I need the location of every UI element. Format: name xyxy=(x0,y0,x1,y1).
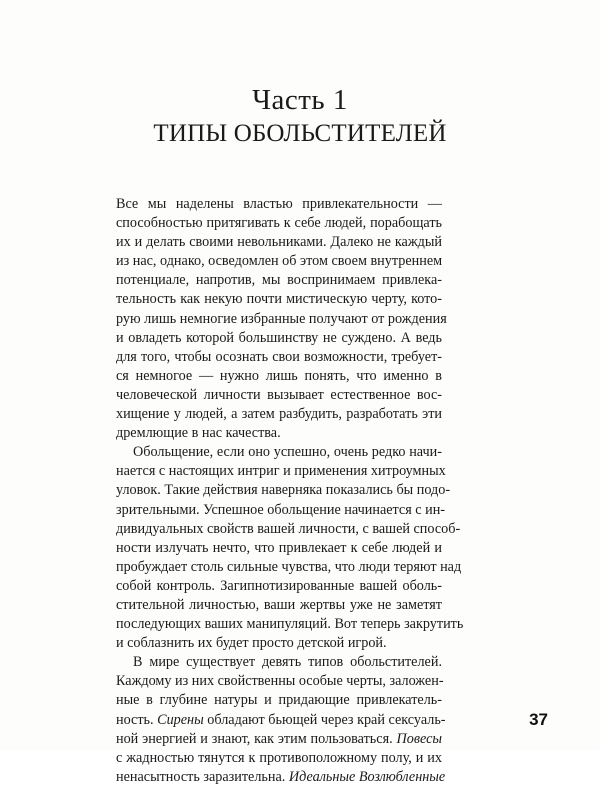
emphasis-ideal-lovers: Идеальные Возлюбленные xyxy=(288,768,446,785)
text-line: с жадностью тянутся к противоположному полу, и их xyxy=(116,749,442,766)
text-line: Обольщение, если оно успешно, очень редко начи- xyxy=(133,444,442,461)
text-line: потенциале, напротив, мы воспринимаем привлека- xyxy=(116,272,442,289)
text-line: тельность как некую почти мистическую черту, кото- xyxy=(116,291,442,308)
emphasis-sirens: Сирены xyxy=(157,711,204,728)
text-line: нается с настоящих интриг и применения хитроумных xyxy=(116,463,446,480)
text-fragment: ность. xyxy=(116,711,158,728)
text-line: способностью притягивать к себе людей, порабощать xyxy=(116,215,442,232)
text-line: стительной личностью, ваши жертвы уже не заметят xyxy=(116,596,442,613)
text-line: рую лишь немногие избранные получают от рождения xyxy=(116,310,447,327)
text-fragment: обладают бьющей через край сексуаль- xyxy=(207,711,446,728)
text-line: Каждому из них свойственны особые черты, заложен- xyxy=(116,673,444,690)
text-line: ся немногое — нужно лишь понять, что именно в xyxy=(116,367,442,384)
text-line xyxy=(116,768,446,787)
text-line: для того, чтобы осознать свои возможности, требует- xyxy=(116,348,442,365)
emphasis-rakes: Повесы xyxy=(396,730,442,747)
part-title: ТИПЫ ОБОЛЬСТИТЕЛЕЙ xyxy=(153,120,447,147)
text-line: человеческой личности вызывает естественное вос- xyxy=(116,386,442,403)
page-number: 37 xyxy=(529,710,548,729)
text-line: пробуждает столь сильные чувства, что люди теряют над xyxy=(116,558,462,575)
text-line: собой контроль. Загипнотизированные вашей оболь- xyxy=(116,577,442,594)
text-line: В мире существует девять типов обольстителей. xyxy=(133,654,442,671)
text-line: дивидуальных свойств вашей личности, с вашей способ- xyxy=(116,520,461,537)
text-line: дремлющие в нас качества. xyxy=(116,425,281,442)
text-line xyxy=(116,730,442,749)
text-line: ные в глубине натуры и придающие привлекатель- xyxy=(116,692,442,709)
text-line: из нас, однако, осведомлен об этом своем внутреннем xyxy=(116,253,443,270)
part-label: Часть 1 xyxy=(252,84,348,116)
text-line: последующих ваших манипуляций. Вот теперь закрутить xyxy=(116,616,464,633)
text-line: хищение у людей, а затем разбудить, разработать эти xyxy=(116,406,442,423)
text-line xyxy=(116,711,446,730)
text-line: ности излучать нечто, что привлекает к себе людей и xyxy=(116,539,442,556)
text-line: их и делать своими невольниками. Далеко не каждый xyxy=(116,234,442,251)
text-line: зрительными. Успешное обольщение начинается с ин- xyxy=(116,501,446,518)
text-line: и овладеть которой большинству не суждено. А ведь xyxy=(116,329,442,346)
text-fragment: ной энергией и знают, как этим пользоваться. xyxy=(116,730,397,747)
text-line: уловок. Такие действия наверняка показались бы подо- xyxy=(116,482,451,499)
text-fragment: ненасытность заразительна. xyxy=(116,768,289,785)
body-text xyxy=(116,195,464,787)
text-line: Все мы наделены властью привлекательности — xyxy=(116,196,442,212)
text-line: и соблазнить их будет просто детской игрой. xyxy=(116,635,387,652)
